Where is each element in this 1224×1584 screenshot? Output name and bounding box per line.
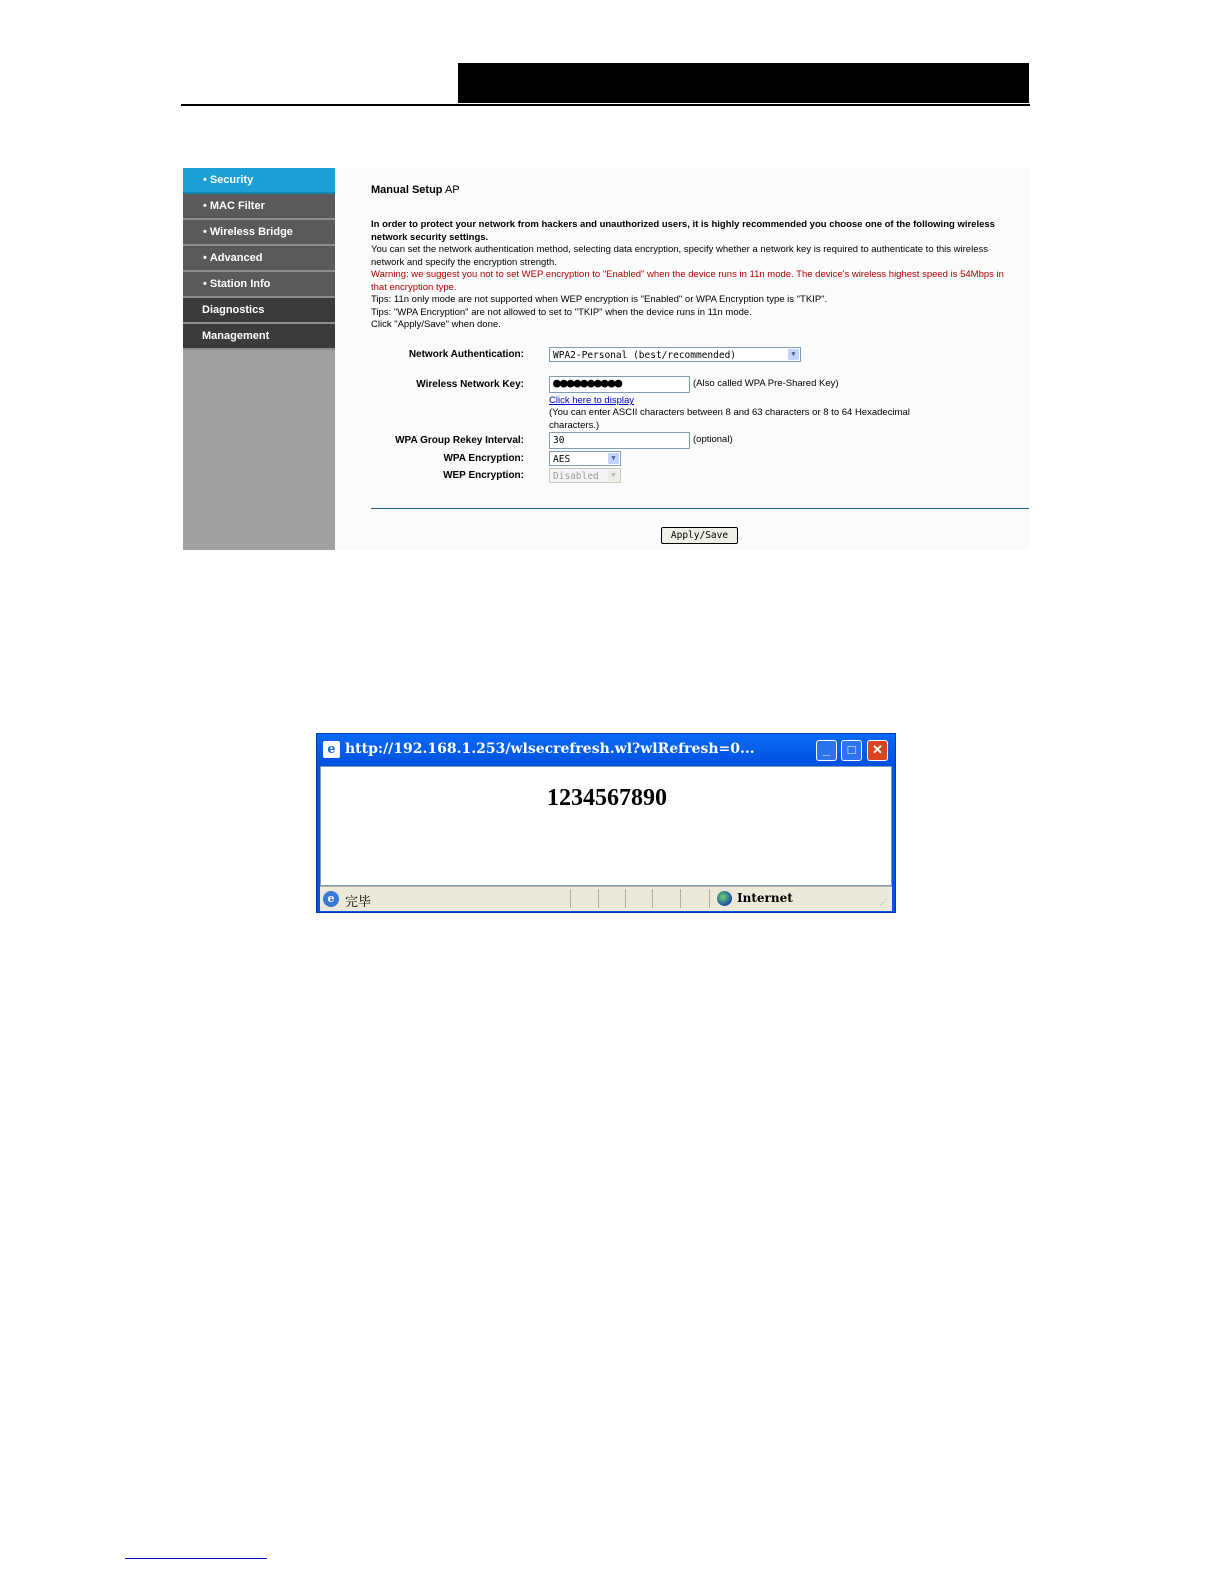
tip-text: Click "Apply/Save" when done. [371, 319, 501, 330]
warning-text: Warning: we suggest you not to set WEP encryption to "Enabled" when the device runs in 11n mode. The device's wireless highest speed is 54Mbps in that encryption type. [371, 269, 1004, 293]
wep-encryption-label: WEP Encryption: [443, 470, 524, 481]
sidebar-item-mac-filter[interactable]: • MAC Filter [183, 194, 335, 220]
tip-text: Tips: "WPA Encryption" are not allowed to set to "TKIP" when the device runs in 11n mode. [371, 306, 752, 318]
key-hint: (You can enter ASCII characters between 8 and 63 characters or 8 to 64 Hexadecimal characters.) [549, 407, 910, 431]
sidebar-item-security[interactable]: • Security [183, 168, 335, 194]
sidebar-item-station-info[interactable]: • Station Info [183, 272, 335, 298]
sidebar-item-diagnostics[interactable] [183, 298, 335, 324]
popup-body [320, 766, 892, 886]
rekey-interval-label: WPA Group Rekey Interval: [395, 435, 524, 446]
network-authentication-label: Network Authentication: [408, 349, 524, 360]
minimize-button[interactable]: _ [816, 740, 837, 761]
status-bar [320, 886, 892, 911]
globe-icon [717, 891, 732, 906]
page-title: Manual Setup AP [371, 184, 460, 196]
rekey-interval-input[interactable]: 30 [549, 432, 690, 449]
key-display-popup-window [316, 733, 896, 913]
security-zone: Internet [737, 891, 793, 905]
close-button[interactable]: ✕ [867, 740, 888, 761]
footer-rule [125, 1558, 267, 1559]
sidebar-item-label: Diagnostics [202, 304, 265, 316]
wireless-network-key-label: Wireless Network Key: [416, 379, 524, 390]
router-config-screenshot [183, 168, 1029, 550]
tip-text: Tips: 11n only mode are not supported when WEP encryption is "Enabled" or WPA Encryption type is "TKIP". [371, 294, 828, 305]
sidebar-item-label: Station Info [209, 278, 271, 290]
sidebar-item-label: Advanced [209, 252, 263, 264]
key-note: (Also called WPA Pre-Shared Key) [693, 378, 839, 389]
sidebar-item-label: Management [202, 330, 270, 342]
resize-grip-icon[interactable]: ⋰ [879, 898, 887, 907]
click-to-display-link[interactable]: Click here to display [549, 395, 635, 406]
chevron-down-icon: ▼ [608, 453, 619, 464]
status-divider [652, 889, 653, 908]
sidebar-item-label: MAC Filter [209, 200, 265, 212]
intro-bold-text: In order to protect your network from hackers and unauthorized users, it is highly recommended you choose one of the following wireless network security settings. [371, 219, 995, 243]
chevron-down-icon: ▼ [608, 470, 619, 481]
window-titlebar[interactable] [317, 734, 895, 766]
divider [371, 508, 1029, 509]
wpa-encryption-select[interactable]: AES ▼ [549, 451, 621, 466]
status-divider [625, 889, 626, 908]
window-title: http://192.168.1.253/wlsecrefresh.wl?wlRefresh=0... [345, 741, 755, 757]
status-divider [709, 889, 710, 908]
main-content [335, 168, 1029, 550]
intro-text: You can set the network authentication method, selecting data encryption, specify whether a network key is required to authenticate to this wireless network and specify the encryption strength. [371, 244, 988, 268]
sidebar-item-advanced[interactable]: • Advanced [183, 246, 335, 272]
status-text: 完毕 [345, 894, 372, 909]
sidebar-item-management[interactable] [183, 324, 335, 350]
network-key-display: 1234567890 [547, 785, 667, 811]
sidebar [183, 168, 335, 550]
page-done-icon: e [323, 891, 339, 907]
rekey-optional-note: (optional) [693, 434, 733, 445]
sidebar-item-label: Security [209, 174, 254, 186]
status-divider [680, 889, 681, 908]
document-header-bar [458, 63, 1029, 103]
sidebar-item-wireless-bridge[interactable]: • Wireless Bridge [183, 220, 335, 246]
chevron-down-icon: ▼ [788, 349, 799, 360]
wpa-encryption-label: WPA Encryption: [443, 453, 524, 464]
ie-icon: e [323, 741, 340, 758]
network-authentication-select[interactable]: WPA2-Personal (best/recommended) ▼ [549, 347, 801, 362]
security-description [371, 219, 1021, 332]
document-header-rule [181, 104, 1030, 106]
maximize-button[interactable]: □ [841, 740, 862, 761]
apply-save-button[interactable]: Apply/Save [661, 527, 738, 544]
wep-encryption-select[interactable]: Disabled ▼ [549, 468, 621, 483]
sidebar-item-label: Wireless Bridge [209, 226, 293, 238]
status-divider [570, 889, 571, 908]
status-divider [598, 889, 599, 908]
wireless-network-key-input[interactable]: ●●●●●●●●●● [549, 376, 690, 393]
